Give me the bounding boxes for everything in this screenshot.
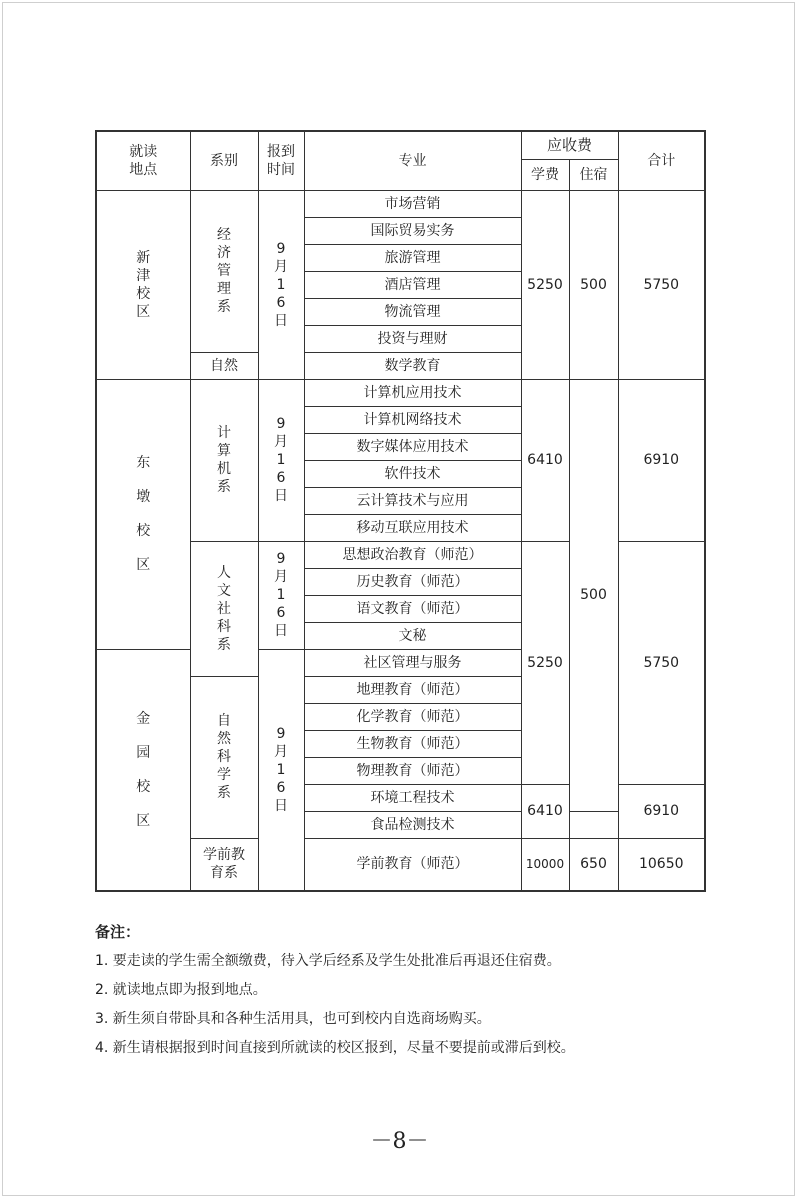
major-cell: 数学教育 <box>304 352 521 379</box>
header-report-time: 报到时间 <box>258 131 304 190</box>
major-cell: 学前教育（师范） <box>304 838 521 891</box>
campus-dongdun: 东墩校区 <box>96 379 190 649</box>
major-cell: 计算机网络技术 <box>304 406 521 433</box>
report-date: 9月16日 <box>258 379 304 541</box>
notes-title: 备注： <box>95 923 141 941</box>
accommodation-shared: 500 <box>569 379 618 811</box>
note-item: 3. 新生须自带卧具和各种生活用具，也可到校内自选商场购买。 <box>95 1011 491 1027</box>
header-department: 系别 <box>190 131 258 190</box>
page-number: －8－ <box>370 1129 429 1154</box>
major-cell: 社区管理与服务 <box>304 649 521 676</box>
major-cell: 地理教育（师范） <box>304 676 521 703</box>
dept-humanities: 人文社科系 <box>190 541 258 676</box>
report-date: 9月16日 <box>258 649 304 891</box>
major-cell: 化学教育（师范） <box>304 703 521 730</box>
note-item: 1. 要走读的学生需全额缴费，待入学后经系及学生处批准后再退还住宿费。 <box>95 953 561 969</box>
major-cell: 酒店管理 <box>304 271 521 298</box>
major-cell: 历史教育（师范） <box>304 568 521 595</box>
header-accommodation: 住宿 <box>569 159 618 190</box>
header-fees-due: 应收费 <box>521 131 618 159</box>
header-location: 就读地点 <box>96 131 190 190</box>
major-cell: 旅游管理 <box>304 244 521 271</box>
tuition-econ: 5250 <box>521 190 569 379</box>
major-cell: 移动互联应用技术 <box>304 514 521 541</box>
header-total: 合计 <box>618 131 705 190</box>
major-cell: 思想政治教育（师范） <box>304 541 521 568</box>
major-cell: 云计算技术与应用 <box>304 487 521 514</box>
major-cell: 文秘 <box>304 622 521 649</box>
total-hum: 5750 <box>618 541 705 784</box>
report-date: 9月16日 <box>258 190 304 379</box>
total-preschool: 10650 <box>618 838 705 891</box>
tuition-cs: 6410 <box>521 379 569 541</box>
dept-computer: 计算机系 <box>190 379 258 541</box>
dept-preschool: 学前教育系 <box>190 838 258 891</box>
header-tuition: 学费 <box>521 159 569 190</box>
tuition-hum: 5250 <box>521 541 569 784</box>
major-cell: 投资与理财 <box>304 325 521 352</box>
major-cell: 语文教育（师范） <box>304 595 521 622</box>
dept-natural-short: 自然 <box>190 352 258 379</box>
campus-xinjin: 新津校区 <box>96 190 190 379</box>
tuition-preschool: 10000 <box>521 838 569 891</box>
total-econ: 5750 <box>618 190 705 379</box>
note-item: 2. 就读地点即为报到地点。 <box>95 982 267 998</box>
major-cell: 软件技术 <box>304 460 521 487</box>
note-item: 4. 新生请根据报到时间直接到所就读的校区报到，尽量不要提前或滞后到校。 <box>95 1040 575 1056</box>
dept-natural-science: 自然科学系 <box>190 676 258 838</box>
major-cell: 市场营销 <box>304 190 521 217</box>
major-cell: 环境工程技术 <box>304 784 521 811</box>
major-cell: 计算机应用技术 <box>304 379 521 406</box>
notes-section <box>95 918 735 1063</box>
major-cell: 物理教育（师范） <box>304 757 521 784</box>
accommodation-preschool: 650 <box>569 838 618 891</box>
total-env: 6910 <box>618 784 705 838</box>
major-cell: 食品检测技术 <box>304 811 521 838</box>
header-major: 专业 <box>304 131 521 190</box>
tuition-env: 6410 <box>521 784 569 838</box>
fee-table <box>95 130 706 892</box>
major-cell: 物流管理 <box>304 298 521 325</box>
accommodation-econ: 500 <box>569 190 618 379</box>
major-cell: 国际贸易实务 <box>304 217 521 244</box>
total-cs: 6910 <box>618 379 705 541</box>
report-date: 9月16日 <box>258 541 304 649</box>
major-cell: 数字媒体应用技术 <box>304 433 521 460</box>
major-cell: 生物教育（师范） <box>304 730 521 757</box>
dept-economics: 经济管理系 <box>190 190 258 352</box>
campus-jinyuan: 金园校区 <box>96 649 190 891</box>
